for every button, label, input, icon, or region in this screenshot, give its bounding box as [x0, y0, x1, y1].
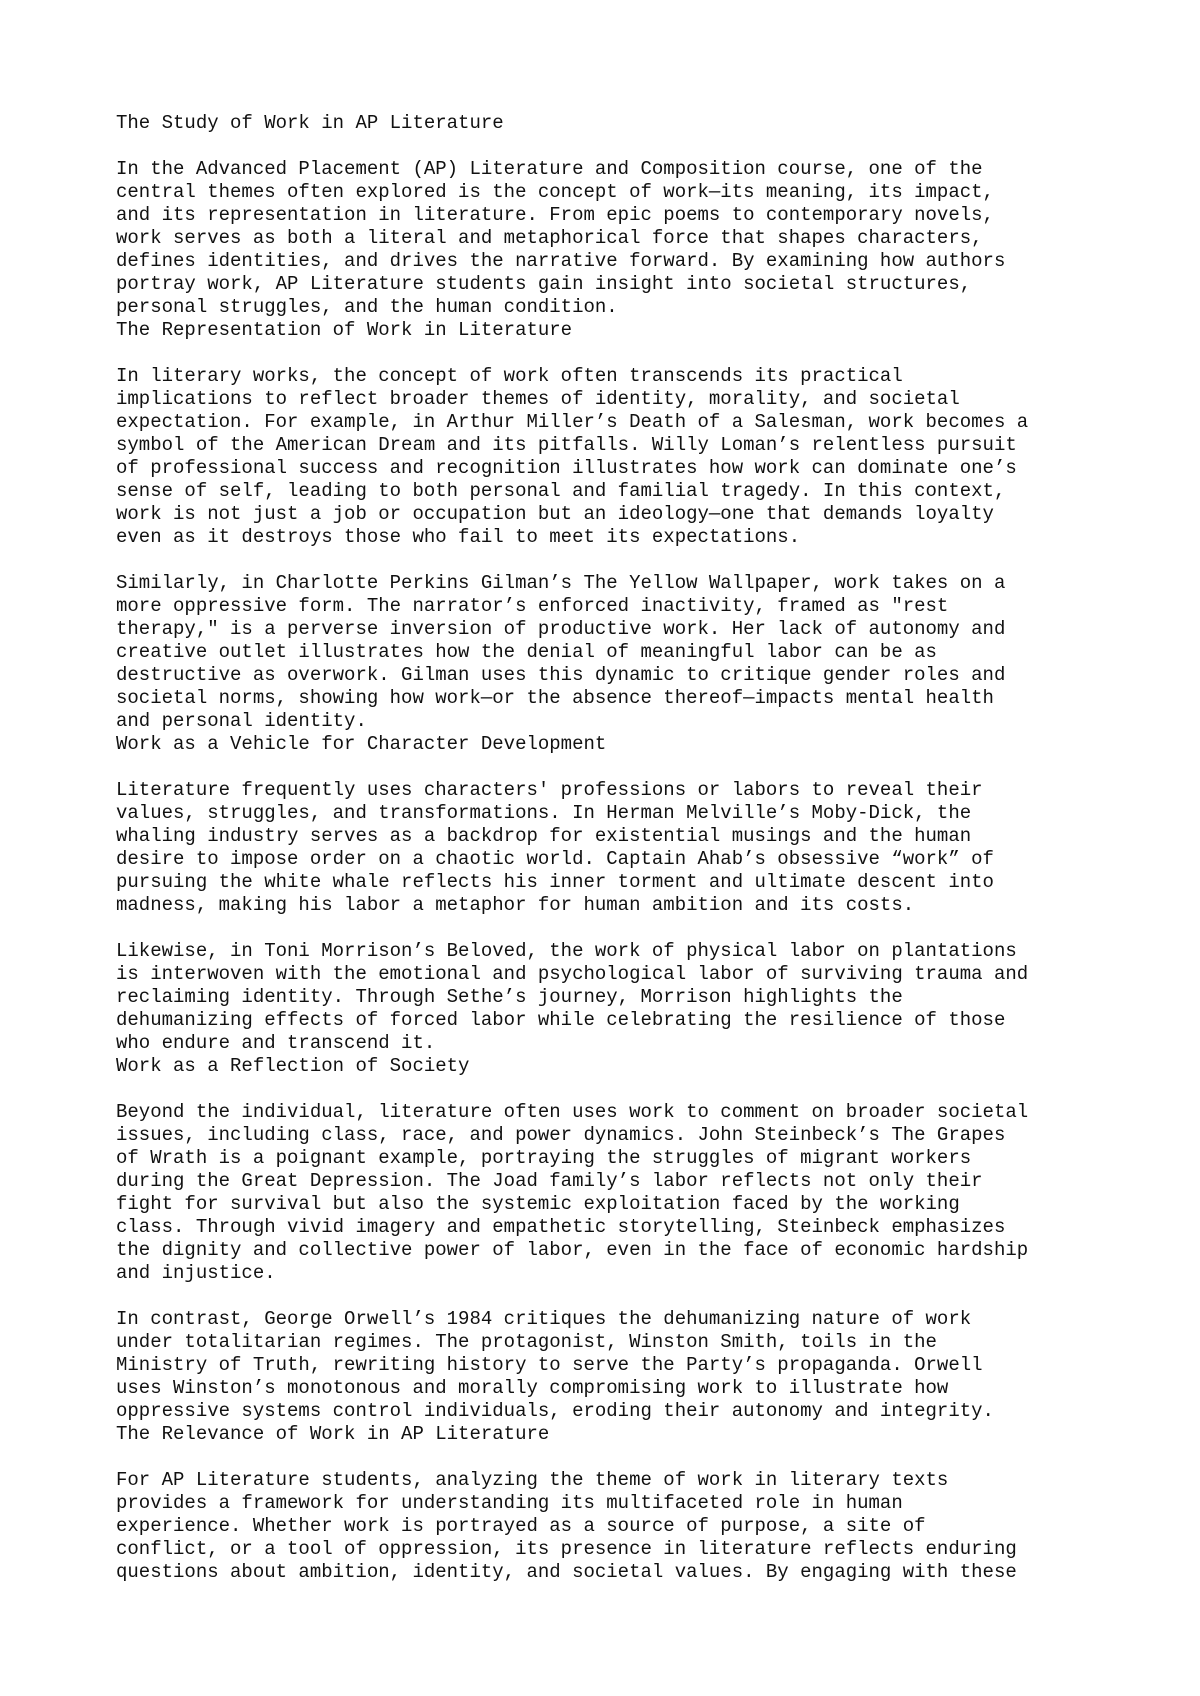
section-heading: Work as a Vehicle for Character Development [116, 733, 607, 755]
text-line: oppressive systems control individuals, eroding their autonomy and integrity. [116, 1400, 994, 1422]
section-heading: The Relevance of Work in AP Literature [116, 1423, 550, 1445]
text-line: during the Great Depression. The Joad family’s labor reflects not only their [116, 1170, 983, 1192]
text-line: who endure and transcend it. [116, 1032, 436, 1054]
text-line: expectation. For example, in Arthur Miller’s Death of a Salesman, work becomes a [116, 411, 1029, 433]
text-line: portray work, AP Literature students gain insight into societal structures, [116, 273, 972, 295]
paragraph [116, 1308, 1116, 1423]
text-line: experience. Whether work is portrayed as a source of purpose, a site of [116, 1515, 926, 1537]
paragraph [116, 158, 1116, 319]
paragraph-spacer [116, 342, 1116, 365]
section-heading: The Representation of Work in Literature [116, 319, 573, 341]
section-heading: Work as a Reflection of Society [116, 1055, 470, 1077]
text-line: creative outlet illustrates how the denial of meaningful labor can be as [116, 641, 937, 663]
section-heading: The Study of Work in AP Literature [116, 112, 504, 134]
paragraph [116, 572, 1116, 733]
text-line: work is not just a job or occupation but an ideology—one that demands loyalty [116, 503, 994, 525]
paragraph-spacer [116, 756, 1116, 779]
text-line: Likewise, in Toni Morrison’s Beloved, the work of physical labor on plantations [116, 940, 1017, 962]
text-line: reclaiming identity. Through Sethe’s journey, Morrison highlights the [116, 986, 903, 1008]
text-line: and injustice. [116, 1262, 276, 1284]
text-line: In literary works, the concept of work often transcends its practical [116, 365, 903, 387]
text-line: values, struggles, and transformations. In Herman Melville’s Moby-Dick, the [116, 802, 972, 824]
text-line: of professional success and recognition illustrates how work can dominate one’s [116, 457, 1017, 479]
text-line: under totalitarian regimes. The protagonist, Winston Smith, toils in the [116, 1331, 937, 1353]
paragraph-spacer [116, 1285, 1116, 1308]
text-line: madness, making his labor a metaphor for human ambition and its costs. [116, 894, 915, 916]
text-line: and personal identity. [116, 710, 367, 732]
text-line: societal norms, showing how work—or the absence thereof—impacts mental health [116, 687, 994, 709]
paragraph-spacer [116, 1078, 1116, 1101]
text-line: the dignity and collective power of labor, even in the face of economic hardship [116, 1239, 1029, 1261]
paragraph-spacer [116, 1446, 1116, 1469]
text-line: sense of self, leading to both personal and familial tragedy. In this context, [116, 480, 1006, 502]
text-line: In the Advanced Placement (AP) Literature and Composition course, one of the [116, 158, 983, 180]
text-line: defines identities, and drives the narrative forward. By examining how authors [116, 250, 1006, 272]
text-line: therapy," is a perverse inversion of productive work. Her lack of autonomy and [116, 618, 1006, 640]
text-line: is interwoven with the emotional and psychological labor of surviving trauma and [116, 963, 1029, 985]
paragraph-spacer [116, 135, 1116, 158]
text-line: and its representation in literature. From epic poems to contemporary novels, [116, 204, 994, 226]
text-line: work serves as both a literal and metaphorical force that shapes characters, [116, 227, 983, 249]
text-line: symbol of the American Dream and its pitfalls. Willy Loman’s relentless pursuit [116, 434, 1017, 456]
text-line: For AP Literature students, analyzing the theme of work in literary texts [116, 1469, 949, 1491]
paragraph [116, 1469, 1116, 1584]
document-page [116, 112, 1116, 1584]
paragraph [116, 779, 1116, 917]
paragraph [116, 365, 1116, 549]
text-line: fight for survival but also the systemic exploitation faced by the working [116, 1193, 960, 1215]
text-line: of Wrath is a poignant example, portraying the struggles of migrant workers [116, 1147, 972, 1169]
text-line: even as it destroys those who fail to meet its expectations. [116, 526, 801, 548]
text-line: Ministry of Truth, rewriting history to serve the Party’s propaganda. Orwell [116, 1354, 983, 1376]
text-line: class. Through vivid imagery and empathetic storytelling, Steinbeck emphasizes [116, 1216, 1006, 1238]
text-line: questions about ambition, identity, and societal values. By engaging with these [116, 1561, 1017, 1583]
text-line: implications to reflect broader themes of identity, morality, and societal [116, 388, 960, 410]
text-line: conflict, or a tool of oppression, its presence in literature reflects enduring [116, 1538, 1017, 1560]
text-line: pursuing the white whale reflects his inner torment and ultimate descent into [116, 871, 994, 893]
paragraph-spacer [116, 549, 1116, 572]
paragraph [116, 1101, 1116, 1285]
text-line: more oppressive form. The narrator’s enforced inactivity, framed as "rest [116, 595, 949, 617]
paragraph-spacer [116, 917, 1116, 940]
text-line: uses Winston’s monotonous and morally compromising work to illustrate how [116, 1377, 949, 1399]
text-line: Literature frequently uses characters' professions or labors to reveal their [116, 779, 983, 801]
text-line: destructive as overwork. Gilman uses this dynamic to critique gender roles and [116, 664, 1006, 686]
text-line: Similarly, in Charlotte Perkins Gilman’s The Yellow Wallpaper, work takes on a [116, 572, 1006, 594]
text-line: In contrast, George Orwell’s 1984 critiques the dehumanizing nature of work [116, 1308, 972, 1330]
text-line: desire to impose order on a chaotic world. Captain Ahab’s obsessive “work” of [116, 848, 994, 870]
text-line: Beyond the individual, literature often uses work to comment on broader societal [116, 1101, 1029, 1123]
paragraph [116, 940, 1116, 1055]
text-line: central themes often explored is the concept of work—its meaning, its impact, [116, 181, 994, 203]
text-line: personal struggles, and the human condition. [116, 296, 618, 318]
text-line: dehumanizing effects of forced labor while celebrating the resilience of those [116, 1009, 1006, 1031]
text-line: issues, including class, race, and power dynamics. John Steinbeck’s The Grapes [116, 1124, 1006, 1146]
text-line: whaling industry serves as a backdrop for existential musings and the human [116, 825, 972, 847]
text-line: provides a framework for understanding its multifaceted role in human [116, 1492, 903, 1514]
